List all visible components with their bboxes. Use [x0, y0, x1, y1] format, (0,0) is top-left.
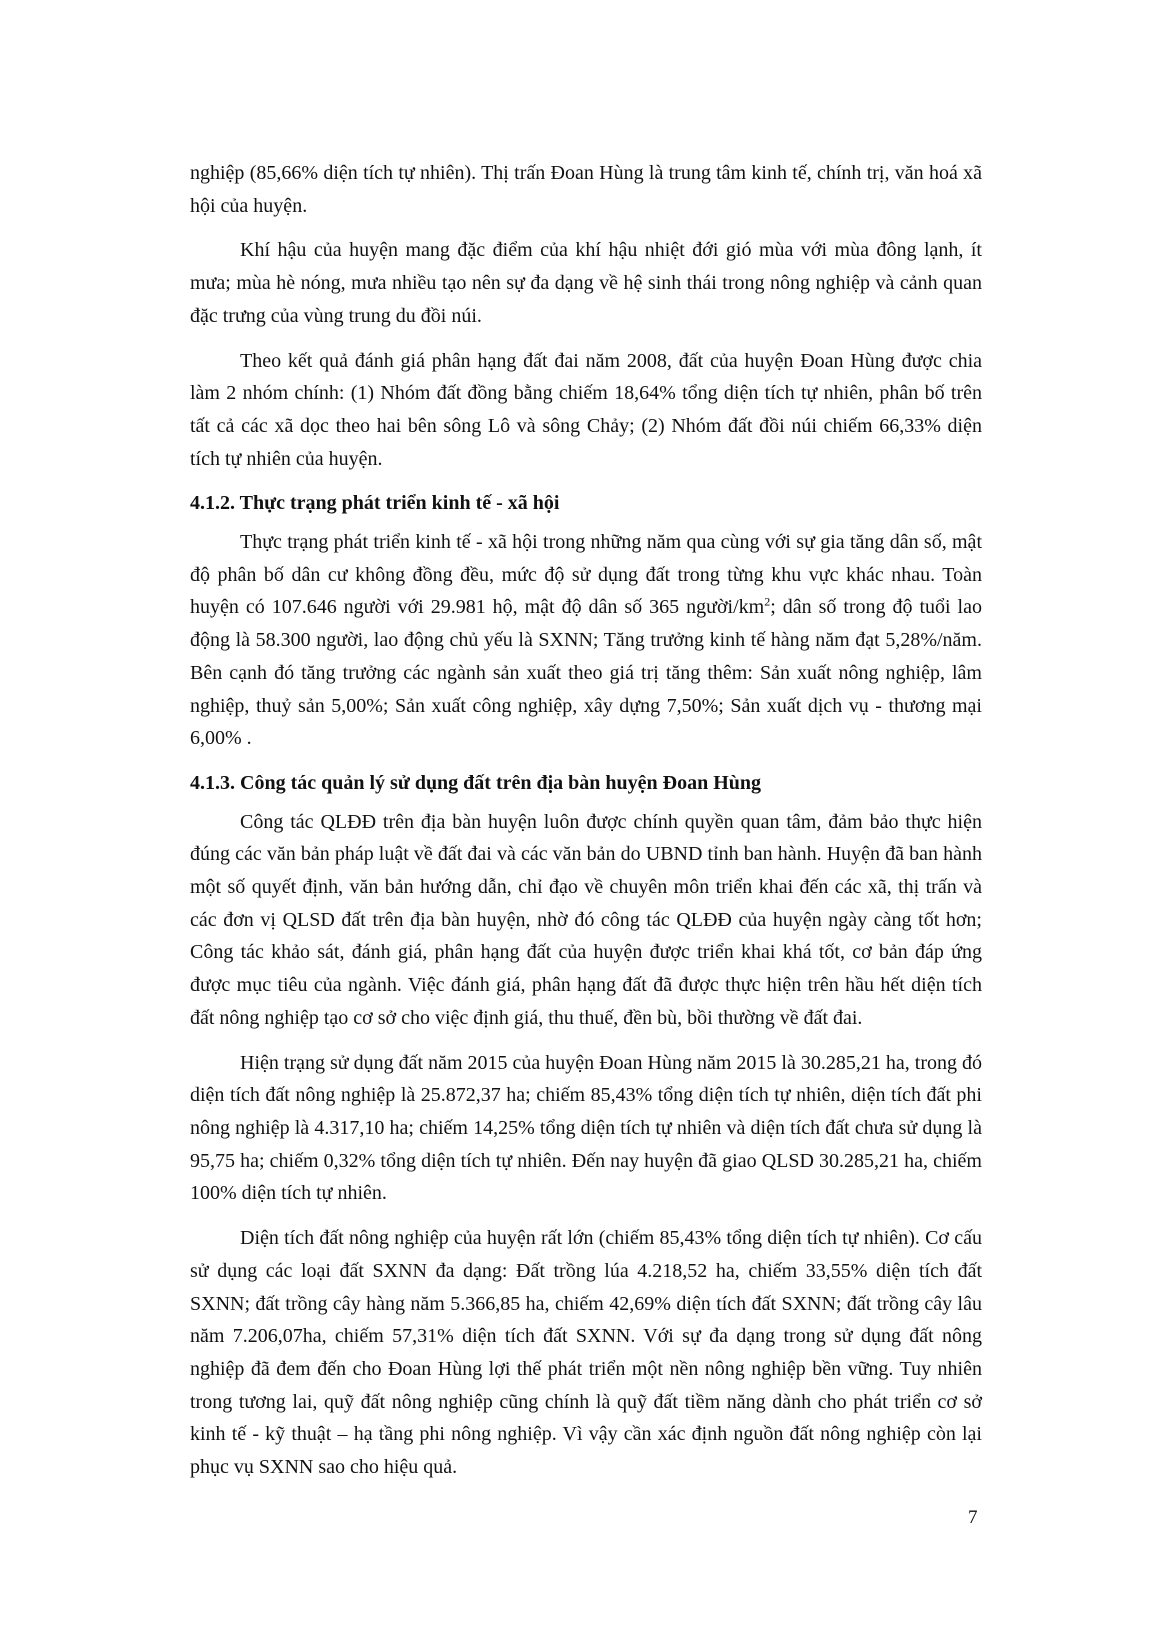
paragraph-socioeconomic-part2: ; dân số trong độ tuổi lao động là 58.300 người, lao động chủ yếu là SXNN; Tăng trưởng kinh tế hàng năm đạt 5,28%/năm. Bên cạnh đó tăng trưởng các ngành sản xuất theo giá trị tăng thêm: Sản xuất nông nghiệp, lâm nghiệp, thuỷ sản 5,00%; Sản xuất công nghiệp, xây dựng 7,50%; Sản xuất dịch vụ - thương mại 6,00% . [190, 596, 982, 750]
paragraph-continuation: nghiệp (85,66% diện tích tự nhiên). Thị trấn Đoan Hùng là trung tâm kinh tế, chính trị, văn hoá xã hội của huyện. [190, 162, 982, 217]
paragraph-agricultural-land: Diện tích đất nông nghiệp của huyện rất lớn (chiếm 85,43% tổng diện tích tự nhiên). Cơ cấu sử dụng các loại đất SXNN đa dạng: Đất trồng lúa 4.218,52 ha, chiếm 33,55% diện tích đất SXNN; đất trồng cây hàng năm 5.366,85 ha, chiếm 42,69% diện tích đất SXNN; đất trồng cây lâu năm 7.206,07ha, chiếm 57,31% diện tích đất SXNN. Với sự đa dạng trong sử dụng đất nông nghiệp đã đem đến cho Đoan Hùng lợi thế phát triển một nền nông nghiệp bền vững. Tuy nhiên trong tương lai, quỹ đất nông nghiệp cũng chính là quỹ đất tiềm năng dành cho phát triển cơ sở kinh tế - kỹ thuật – hạ tầng phi nông nghiệp. Vì vậy cần xác định nguồn đất nông nghiệp còn lại phục vụ SXNN sao cho hiệu quả. [190, 1227, 982, 1479]
paragraph-socioeconomic [190, 526, 982, 755]
section-heading-4-1-3: 4.1.3. Công tác quản lý sử dụng đất trên địa bàn huyện Đoan Hùng [190, 771, 762, 794]
section-heading-4-1-2: 4.1.2. Thực trạng phát triển kinh tế - xã hội [190, 492, 560, 515]
paragraph-climate: Khí hậu của huyện mang đặc điểm của khí hậu nhiệt đới gió mùa với mùa đông lạnh, ít mưa; mùa hè nóng, mưa nhiều tạo nên sự đa dạng về hệ sinh thái trong nông nghiệp và cảnh quan đặc trưng của vùng trung du đồi núi. [190, 239, 982, 327]
superscript-km2: 2 [764, 594, 771, 609]
paragraph-socioeconomic-part1: Thực trạng phát triển kinh tế - xã hội trong những năm qua cùng với sự gia tăng dân số, mật độ phân bố dân cư không đồng đều, mức độ sử dụng đất trong từng khu vực khác nhau. Toàn huyện có 107.646 người với 29.981 hộ, mật độ dân số 365 người/km [190, 531, 982, 619]
paragraph-land-management: Công tác QLĐĐ trên địa bàn huyện luôn được chính quyền quan tâm, đảm bảo thực hiện đúng các văn bản pháp luật về đất đai và các văn bản do UBND tỉnh ban hành. Huyện đã ban hành một số quyết định, văn bản hướng dẫn, chỉ đạo về chuyên môn triển khai đến các xã, thị trấn và các đơn vị QLSD đất trên địa bàn huyện, nhờ đó công tác QLĐĐ của huyện ngày càng tốt hơn; Công tác khảo sát, đánh giá, phân hạng đất của huyện được triển khai khá tốt, cơ bản đáp ứng được mục tiêu của ngành. Việc đánh giá, phân hạng đất đã được thực hiện trên hầu hết diện tích đất nông nghiệp tạo cơ sở cho việc định giá, thu thuế, đền bù, bồi thường về đất đai. [190, 810, 982, 1029]
paragraph-soil-classification: Theo kết quả đánh giá phân hạng đất đai năm 2008, đất của huyện Đoan Hùng được chia làm 2 nhóm chính: (1) Nhóm đất đồng bằng chiếm 18,64% tổng diện tích tự nhiên, phân bố trên tất cả các xã dọc theo hai bên sông Lô và sông Chảy; (2) Nhóm đất đồi núi chiếm 66,33% diện tích tự nhiên của huyện. [190, 349, 982, 470]
page-body [190, 157, 982, 1496]
paragraph-land-use-2015: Hiện trạng sử dụng đất năm 2015 của huyện Đoan Hùng năm 2015 là 30.285,21 ha, trong đó diện tích đất nông nghiệp là 25.872,37 ha; chiếm 85,43% tổng diện tích tự nhiên, diện tích đất phi nông nghiệp là 4.317,10 ha; chiếm 14,25% tổng diện tích tự nhiên và diện tích đất chưa sử dụng là 95,75 ha; chiếm 0,32% tổng diện tích tự nhiên. Đến nay huyện đã giao QLSD 30.285,21 ha, chiếm 100% diện tích tự nhiên. [190, 1051, 982, 1205]
page-number: 7 [968, 1507, 978, 1528]
